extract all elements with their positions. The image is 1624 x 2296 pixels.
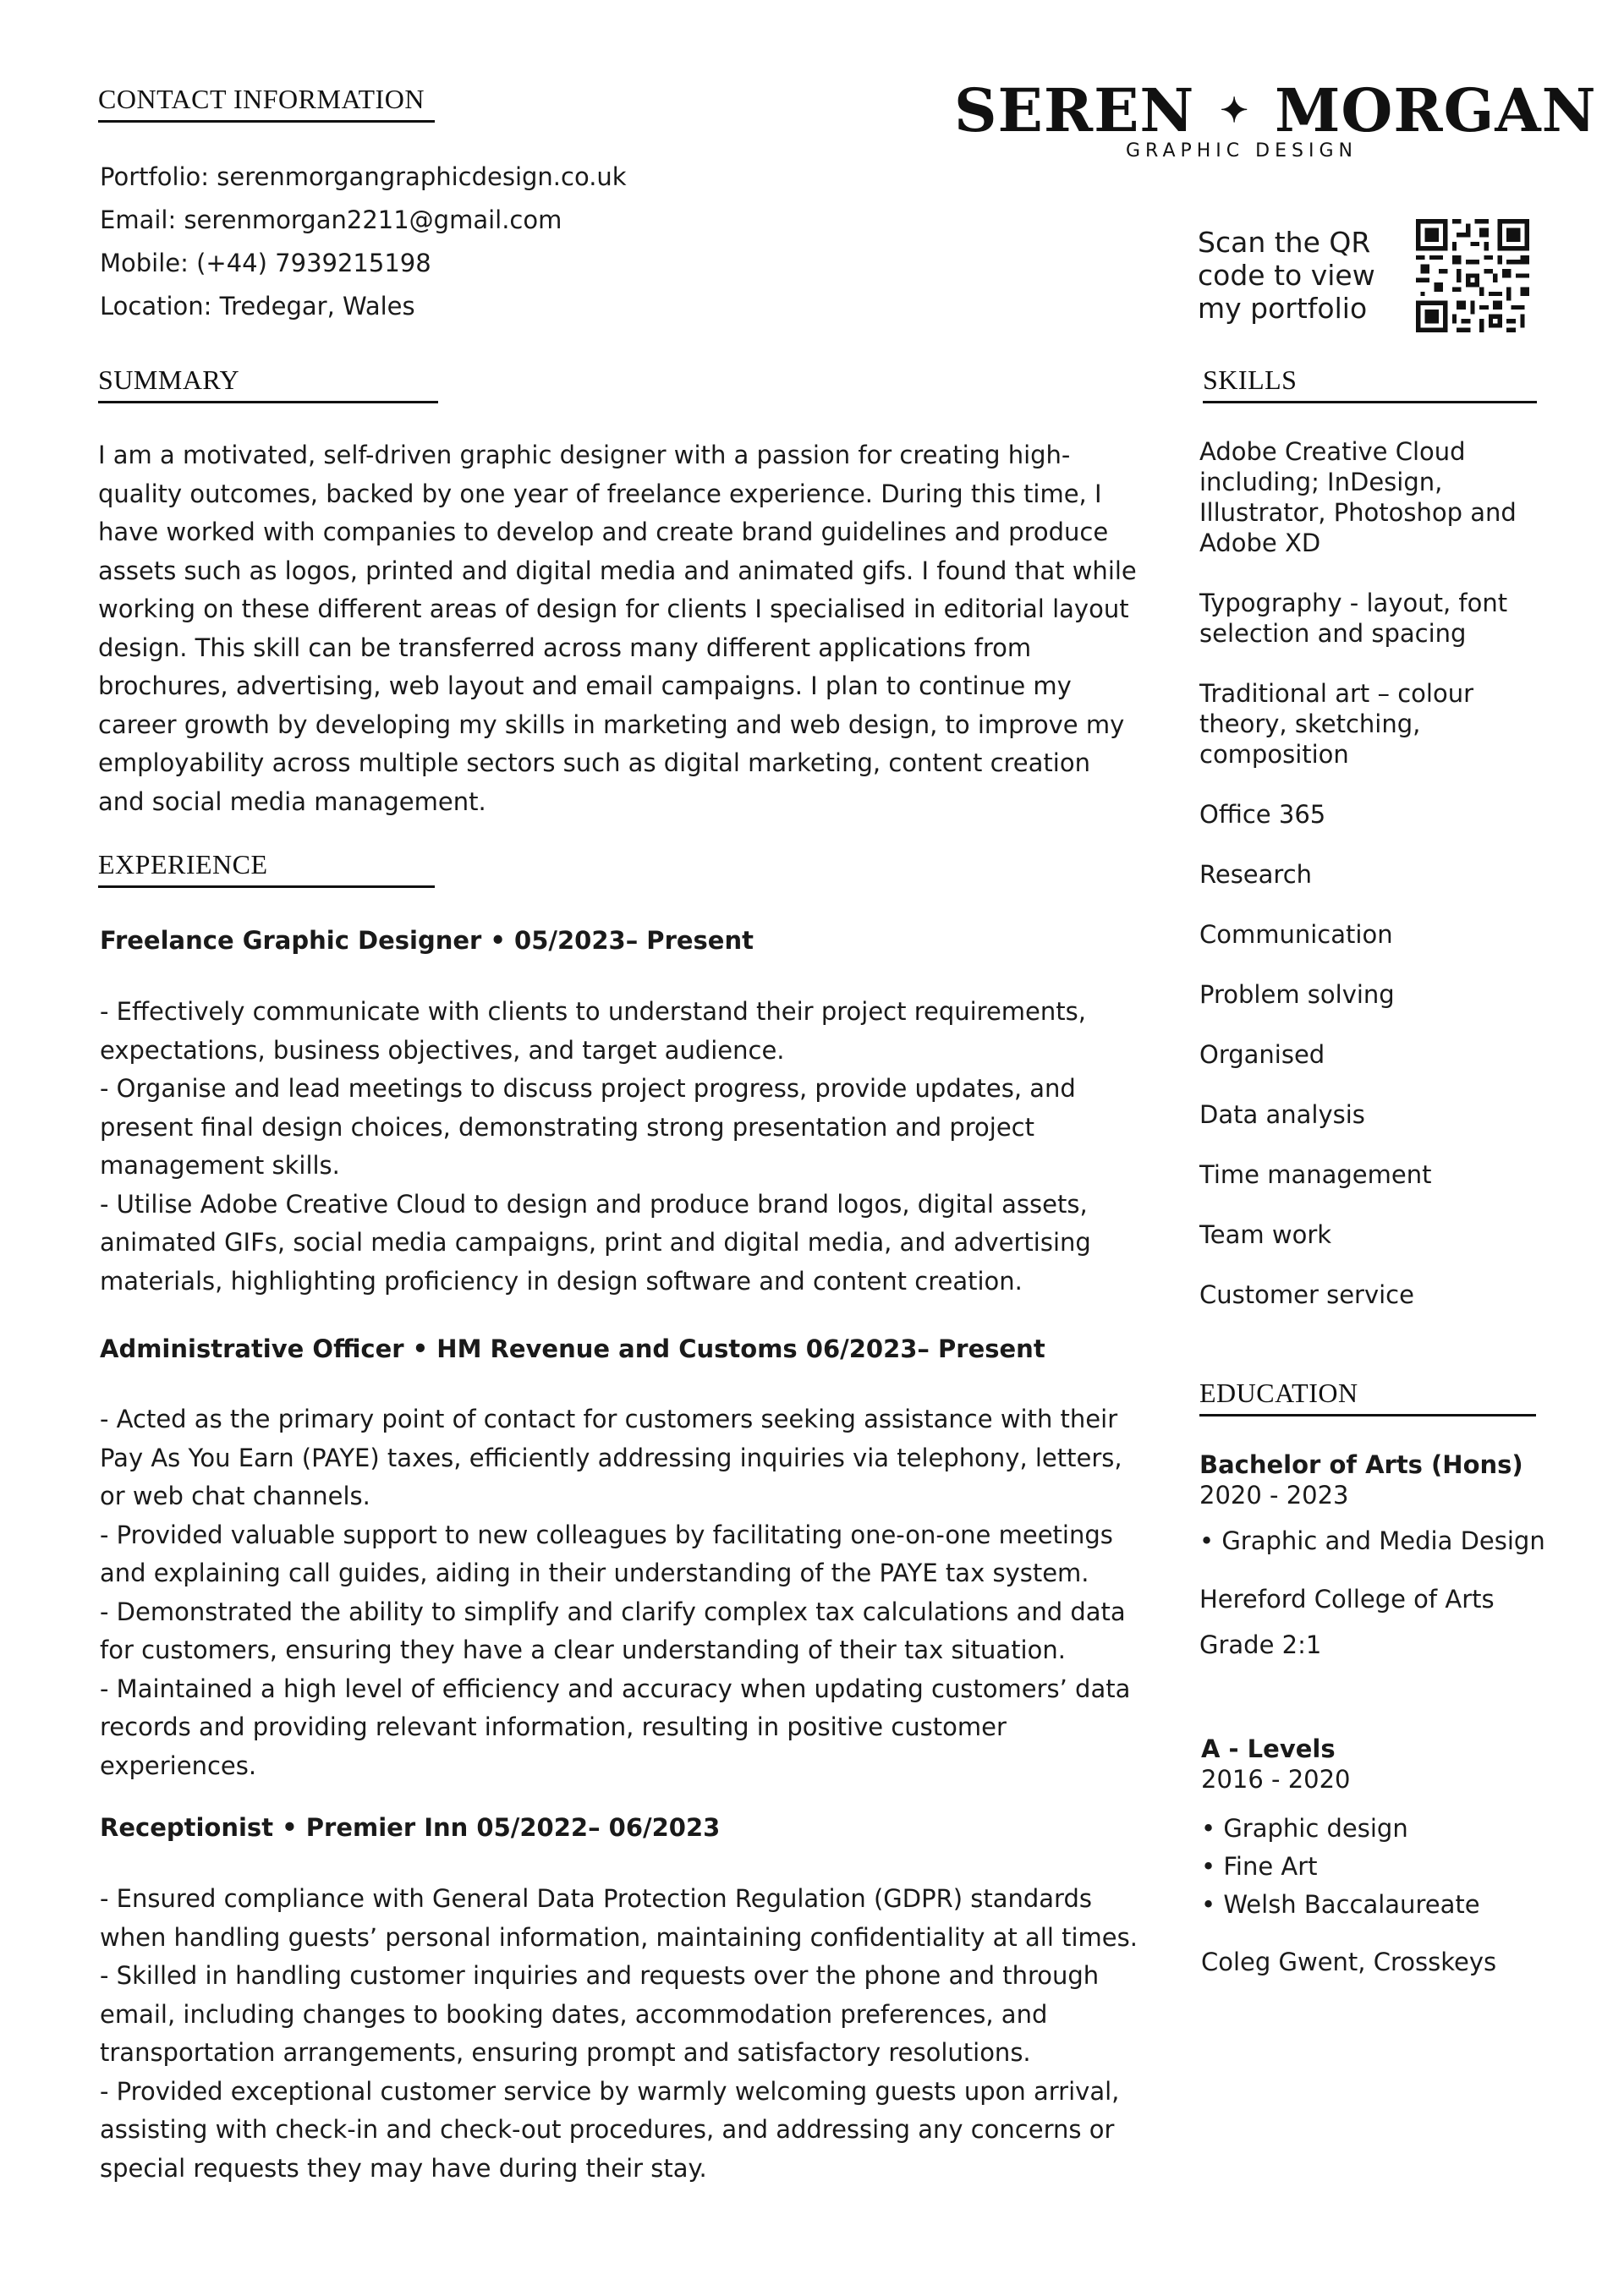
job-title: Freelance Graphic Designer • 05/2023– Present (100, 926, 754, 955)
degree-subject: • Graphic and Media Design (1199, 1526, 1545, 1555)
job-bullets (100, 993, 1153, 1301)
degree-grade: Grade 2:1 (1199, 1630, 1322, 1659)
alevel-subject: • Fine Art (1201, 1852, 1318, 1881)
job-bullet: - Provided valuable support to new colleagues by facilitating one-on-one meetings and explaining call guides, aiding in their understanding of the PAYE tax system. (100, 1520, 1113, 1587)
email-link[interactable]: Email: serenmorgan2211@gmail.com (100, 205, 562, 234)
summary-heading: SUMMARY (98, 364, 438, 403)
portfolio-link[interactable]: Portfolio: serenmorgangraphicdesign.co.uk (100, 162, 627, 191)
mobile-number: Mobile: (+44) 7939215198 (100, 249, 431, 277)
skill-item: Data analysis (1199, 1100, 1365, 1129)
education-degree (1199, 1449, 1555, 1660)
degree-years: 2020 - 2023 (1199, 1481, 1349, 1510)
job-bullet: - Demonstrated the ability to simplify and clarify complex tax calculations and data for customers, ensuring they have a clear understanding of their tax situation. (100, 1597, 1126, 1664)
job-bullet: - Utilise Adobe Creative Cloud to design and produce brand logos, digital assets, animated GIFs, social media campaigns, print and digital media, and advertising materials, highlighting proficiency in design software and content creation. (100, 1189, 1091, 1296)
experience-heading: EXPERIENCE (98, 848, 435, 888)
qr-caption-line1: Scan the QR (1198, 226, 1371, 259)
job-title: Receptionist • Premier Inn 05/2022– 06/2023 (100, 1813, 721, 1842)
college-name: Hereford College of Arts (1199, 1585, 1495, 1614)
alevel-subject: • Graphic design (1201, 1814, 1408, 1843)
skill-item: Research (1199, 860, 1313, 889)
alevel-subject: • Welsh Baccalaureate (1201, 1890, 1480, 1919)
contact-list (100, 156, 627, 328)
skill-item: Communication (1199, 920, 1393, 949)
job-bullets (100, 1880, 1153, 2188)
skill-item: Problem solving (1199, 980, 1395, 1009)
skills-list (1199, 436, 1555, 1340)
skill-item: Office 365 (1199, 800, 1326, 829)
star-icon: ✦ (1220, 90, 1249, 130)
skill-item: Organised (1199, 1040, 1325, 1069)
last-name: MORGAN (1274, 75, 1597, 145)
job-bullet: - Ensured compliance with General Data Protection Regulation (GDPR) standards when handling guests’ personal information, maintaining confidentiality at all times. (100, 1884, 1138, 1952)
skills-heading: SKILLS (1203, 364, 1537, 403)
summary-text: I am a motivated, self-driven graphic designer with a passion for creating high-quality outcomes, backed by one year of freelance experience. During this time, I have worked with companies to develop and create brand guidelines and produce assets such as logos, printed and digital media and animated gifs. I found that while working on these different areas of design for clients I specialised in editorial layout design. This skill can be transferred across many different applications from brochures, advertising, web layout and email campaigns. I plan to continue my career growth by developing my skills in marketing and web design, to improve my employability across multiple sectors such as digital marketing, content creation and social media management. (98, 441, 1137, 816)
contact-heading: CONTACT INFORMATION (98, 83, 435, 123)
job-bullets (100, 1400, 1153, 1785)
skill-item: Traditional art – colour theory, sketching, composition (1199, 679, 1473, 769)
skill-item: Adobe Creative Cloud including; InDesign, Illustrator, Photoshop and Adobe XD (1199, 437, 1517, 557)
alevels-title: A - Levels (1201, 1734, 1336, 1763)
qr-caption (1198, 226, 1375, 325)
education-heading: EDUCATION (1199, 1377, 1536, 1417)
degree-title: Bachelor of Arts (Hons) (1199, 1450, 1523, 1479)
job-bullet: - Organise and lead meetings to discuss project progress, provide updates, and present final design choices, demonstrating strong presentation and project management skills. (100, 1074, 1076, 1180)
skill-item: Customer service (1199, 1280, 1414, 1309)
name-logo (954, 75, 1597, 145)
education-alevels (1201, 1734, 1556, 1977)
alevels-years: 2016 - 2020 (1201, 1765, 1351, 1794)
job-title: Administrative Officer • HM Revenue and Customs 06/2023– Present (100, 1334, 1045, 1363)
location: Location: Tredegar, Wales (100, 292, 415, 321)
skill-item: Time management (1199, 1160, 1432, 1189)
qr-caption-line3: my portfolio (1198, 292, 1368, 325)
first-name: SEREN (954, 75, 1195, 145)
school-name: Coleg Gwent, Crosskeys (1201, 1948, 1497, 1976)
job-bullet: - Provided exceptional customer service by warmly welcoming guests upon arrival, assisting with check-in and check-out procedures, and addressing any concerns or special requests they may have during their stay. (100, 2076, 1120, 2183)
job-bullet: - Skilled in handling customer inquiries and requests over the phone and through email, including changes to booking dates, accommodation preferences, and transportation arrangements, ensuring prompt and satisfactory resolutions. (100, 1961, 1100, 2067)
skill-item: Typography - layout, font selection and spacing (1199, 589, 1508, 648)
skill-item: Team work (1199, 1220, 1332, 1249)
qr-caption-line2: code to view (1198, 259, 1375, 292)
job-subtitle: GRAPHIC DESIGN (1126, 140, 1358, 162)
qr-code-icon[interactable] (1416, 219, 1529, 332)
job-bullet: - Effectively communicate with clients to understand their project requirements, expectations, business objectives, and target audience. (100, 997, 1086, 1065)
job-bullet: - Maintained a high level of efficiency and accuracy when updating customers’ data records and providing relevant information, resulting in positive customer experiences. (100, 1674, 1131, 1780)
job-bullet: - Acted as the primary point of contact for customers seeking assistance with their Pay As You Earn (PAYE) taxes, efficiently addressing inquiries via telephony, letters, or web chat channels. (100, 1405, 1122, 1510)
